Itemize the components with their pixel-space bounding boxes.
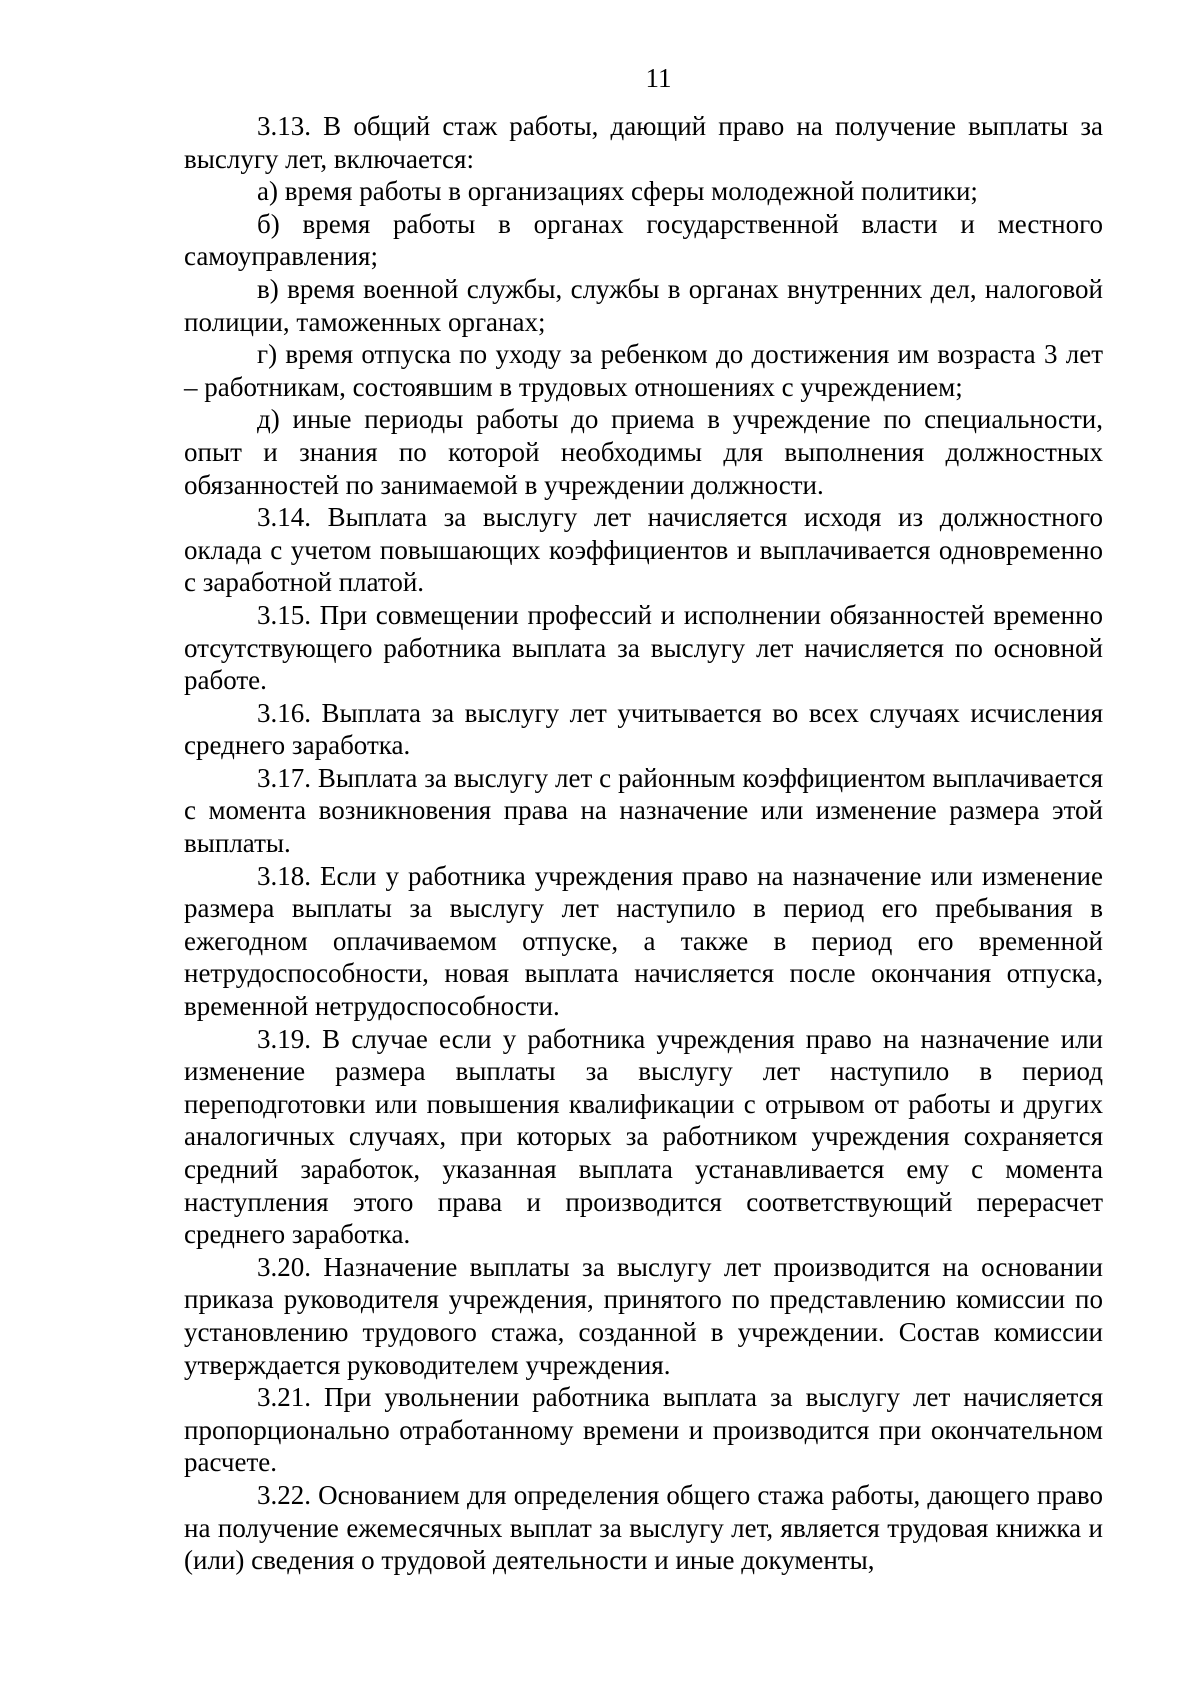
paragraph-3-13-d: д) иные периоды работы до приема в учреждение по специальности, опыт и знания по которой необходимы для выполнения должностных обязанностей по занимаемой в учреждении должности. xyxy=(184,404,1103,500)
page-number: 11 xyxy=(645,63,672,93)
paragraph-3-18: 3.18. Если у работника учреждения право на назначение или изменение размера выплаты за выслугу лет наступило в период его пребывания в ежегодном оплачиваемом отпуске, а также в период его временной нетрудоспособности, новая выплата начисляется после окончания отпуска, временной нетрудоспособности. xyxy=(184,860,1103,1022)
document-body xyxy=(184,110,1103,1577)
paragraph-3-13-a: а) время работы в организациях сферы молодежной политики; xyxy=(257,176,978,207)
paragraph-3-22: 3.22. Основанием для определения общего стажа работы, дающего право на получение ежемесячных выплат за выслугу лет, является трудовая книжка и (или) сведения о трудовой деятельности и иные документы, xyxy=(184,1479,1103,1576)
paragraph-3-13-b: б) время работы в органах государственной власти и местного самоуправления; xyxy=(184,208,1103,272)
paragraph-3-14: 3.14. Выплата за выслугу лет начисляется исходя из должностного оклада с учетом повышающих коэффициентов и выплачивается одновременно с заработной платой. xyxy=(184,502,1103,598)
paragraph-3-13: 3.13. В общий стаж работы, дающий право на получение выплаты за выслугу лет, включается: xyxy=(184,111,1103,174)
paragraph-3-13-v: в) время военной службы, службы в органах внутренних дел, налоговой полиции, таможенных органах; xyxy=(184,273,1103,337)
paragraph-3-21: 3.21. При увольнении работника выплата за выслугу лет начисляется пропорционально отработанному времени и производится при окончательном расчете. xyxy=(184,1382,1103,1478)
paragraph-3-20: 3.20. Назначение выплаты за выслугу лет производится на основании приказа руководителя учреждения, принятого по представлению комиссии по установлению трудового стажа, созданной в учреждении. Состав комиссии утверждается руководителем учреждения. xyxy=(184,1251,1103,1380)
paragraph-3-19: 3.19. В случае если у работника учреждения право на назначение или изменение размера выплаты за выслугу лет наступило в период переподготовки или повышения квалификации с отрывом от работы и других аналогичных случаях, при которых за работником учреждения сохраняется средний заработок, указанная выплата устанавливается ему с момента наступления этого права и производится соответствующий перерасчет среднего заработка. xyxy=(184,1023,1103,1250)
paragraph-3-17: 3.17. Выплата за выслугу лет с районным коэффициентом выплачивается с момента возникновения права на назначение или изменение размера этой выплаты. xyxy=(184,762,1103,859)
paragraph-3-13-g: г) время отпуска по уходу за ребенком до достижения им возраста 3 лет – работникам, состоявшим в трудовых отношениях с учреждением; xyxy=(184,339,1103,402)
paragraph-3-16: 3.16. Выплата за выслугу лет учитывается во всех случаях исчисления среднего заработка. xyxy=(184,697,1103,761)
paragraph-3-15: 3.15. При совмещении профессий и исполнении обязанностей временно отсутствующего работника выплата за выслугу лет начисляется по основной работе. xyxy=(184,599,1103,696)
